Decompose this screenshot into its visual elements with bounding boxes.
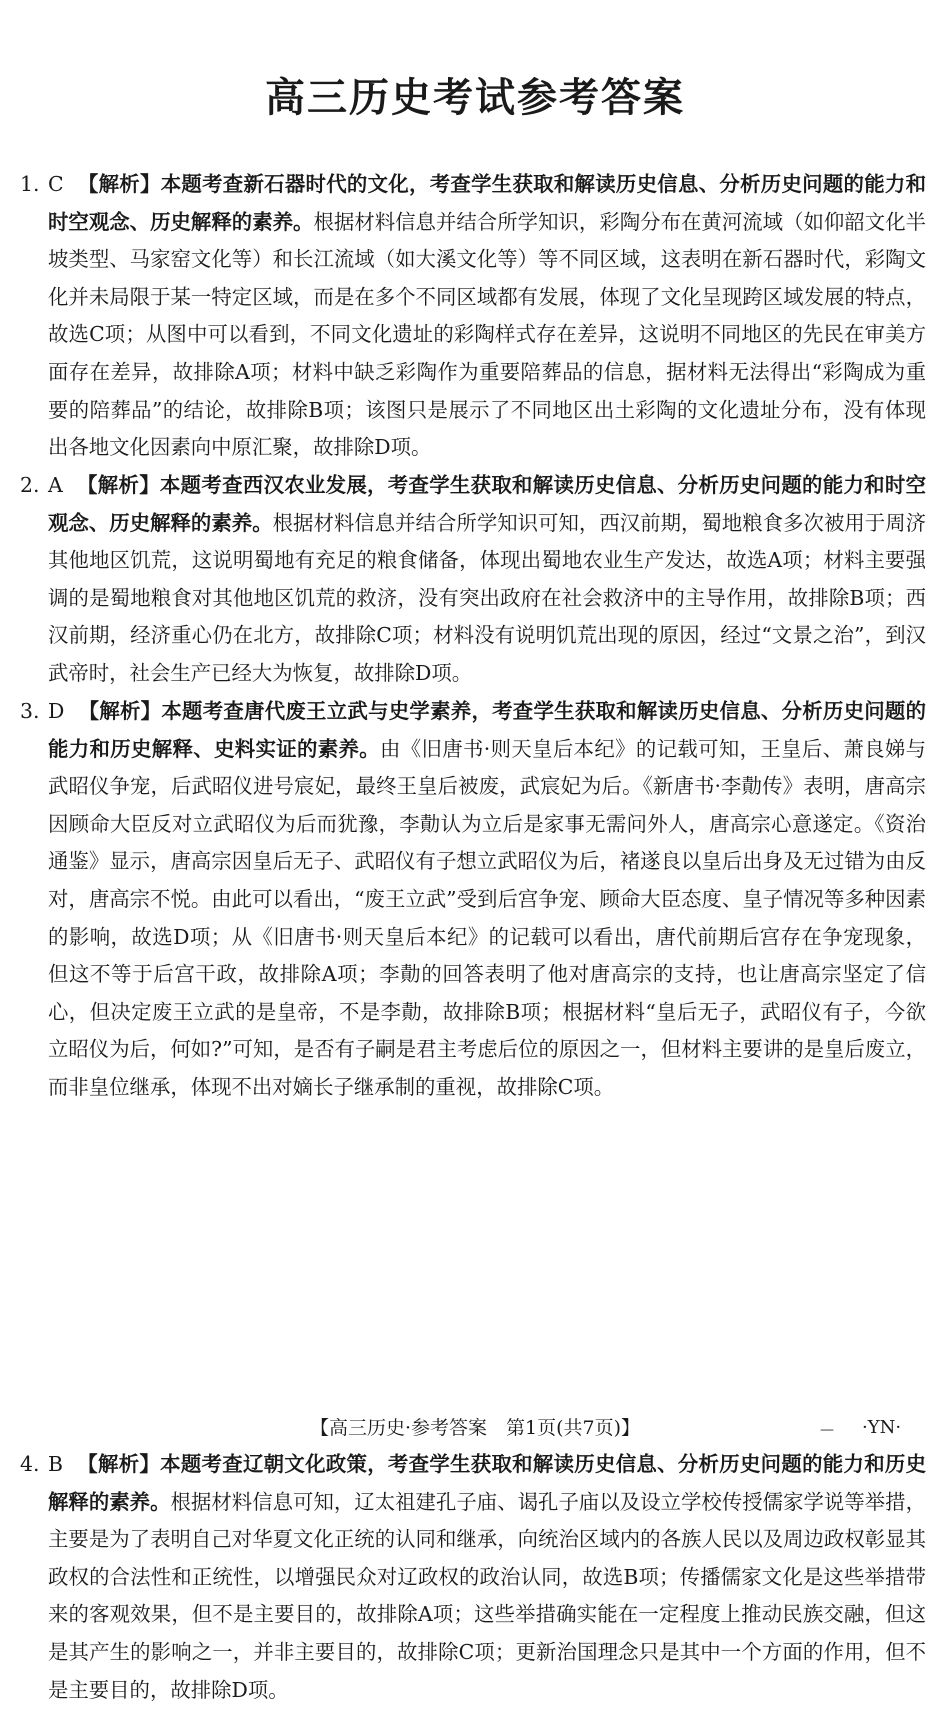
analysis-lead: 本题考查新石器时代的文化，考查学生获取和解读历史信息、分析历史问题的能力和时空观念、历史解释的素养。: [48, 172, 927, 234]
analysis-body: 由《旧唐书·则天皇后本纪》的记载可知，王皇后、萧良娣与武昭仪争宠，后武昭仪进号宸妃，最终王皇后被废，武宸妃为后。《新唐书·李勣传》表明，唐高宗因顾命大臣反对立武昭仪为后而犹豫，李勣认为立后是家事无需问外人，唐高宗心意遂定。《资治通鉴》显示，唐高宗因皇后无子、武昭仪有子想立武昭仪为后，褚遂良以皇后出身及无过错为由反对，唐高宗不悦。由此可以看出，“废王立武”受到后宫争宠、顾命大臣态度、皇子情况等多种因素的影响，故选D项；从《旧唐书·则天皇后本纪》的记载可以看出，唐代前期后宫存在争宠现象，但这不等于后宫干政，故排除A项；李勣的回答表明了他对唐高宗的支持，也让唐高宗坚定了信心，但决定废王立武的是皇帝，不是李勣，故排除B项；根据材料“皇后无子，武昭仪有子，今欲立昭仪为后，何如?”可知，是否有子嗣是君主考虑后位的原因之一，但材料主要讲的是皇后废立，而非皇位继承，体现不出对嫡长子继承制的重视，故排除C项。: [48, 736, 927, 1099]
analysis-tag: 【解析】: [76, 1452, 161, 1476]
page-footer: 【高三历史·参考答案 第1页(共7页)】: [309, 1417, 641, 1439]
item-number: 3.: [20, 699, 40, 723]
analysis-lead: 本题考查辽朝文化政策，考查学生获取和解读历史信息、分析历史问题的能力和历史解释的素养。: [48, 1452, 927, 1514]
answer-choice: D: [48, 699, 65, 723]
answer-item-1: [20, 166, 927, 467]
item-number: 4.: [20, 1452, 40, 1476]
page-title: 高三历史考试参考答案: [265, 75, 685, 121]
answer-choice: A: [48, 473, 63, 497]
answer-choice: B: [48, 1452, 63, 1476]
answer-item-3: [20, 693, 927, 1446]
analysis-body: 根据材料信息并结合所学知识可知，西汉前期，蜀地粮食多次被用于周济其他地区饥荒，这说明蜀地有充足的粮食储备，体现出蜀地农业生产发达，故选A项；材料主要强调的是蜀地粮食对其他地区饥荒的救济，没有突出政府在社会救济中的主导作用，故排除B项；西汉前期，经济重心仍在北方，故排除C项；材料没有说明饥荒出现的原因，经过“文景之治”，到汉武帝时，社会生产已经大为恢复，故排除D项。: [48, 510, 927, 685]
analysis-body: 根据材料信息并结合所学知识，彩陶分布在黄河流域（如仰韶文化半坡类型、马家窑文化等）和长江流域（如大溪文化等）等不同区域，这表明在新石器时代，彩陶文化并未局限于某一特定区域，而是在多个不同区域都有发展，体现了文化呈现跨区域发展的特点，故选C项；从图中可以看到，不同文化遗址的彩陶样式存在差异，这说明不同地区的先民在审美方面存在差异，故排除A项；材料中缺乏彩陶作为重要陪葬品的信息，据材料无法得出“彩陶成为重要的陪葬品”的结论，故排除B项；该图只是展示了不同地区出土彩陶的文化遗址分布，没有体现出各地文化因素向中原汇聚，故排除D项。: [48, 209, 926, 460]
analysis-tag: 【解析】: [78, 699, 162, 723]
answer-item-2: [20, 467, 927, 693]
answer-list: [20, 166, 927, 1709]
item-number: 2.: [20, 473, 40, 497]
analysis-tag: 【解析】: [76, 473, 160, 497]
answer-choice: C: [48, 172, 64, 196]
analysis-tag: 【解析】: [77, 172, 161, 196]
answer-item-4: [20, 1446, 927, 1709]
footer-mark: —: [820, 1422, 834, 1438]
analysis-lead: 本题考查西汉农业发展，考查学生获取和解读历史信息、分析历史问题的能力和时空观念、历史解释的素养。: [48, 473, 927, 535]
item-number: 1.: [20, 172, 40, 196]
footer-code: ·YN·: [862, 1417, 902, 1438]
analysis-lead: 本题考查唐代废王立武与史学素养，考查学生获取和解读历史信息、分析历史问题的能力和历史解释、史料实证的素养。: [48, 699, 927, 761]
analysis-body: 根据材料信息可知，辽太祖建孔子庙、谒孔子庙以及设立学校传授儒家学说等举措，主要是为了表明自己对华夏文化正统的认同和继承，向统治区域内的各族人民以及周边政权彰显其政权的合法性和正统性，以增强民众对辽政权的政治认同，故选B项；传播儒家文化是这些举措带来的客观效果，但不是主要目的，故排除A项；这些举措确实能在一定程度上推动民族交融，但这是其产生的影响之一，并非主要目的，故排除C项；更新治国理念只是其中一个方面的作用，但不是主要目的，故排除D项。: [48, 1489, 926, 1702]
